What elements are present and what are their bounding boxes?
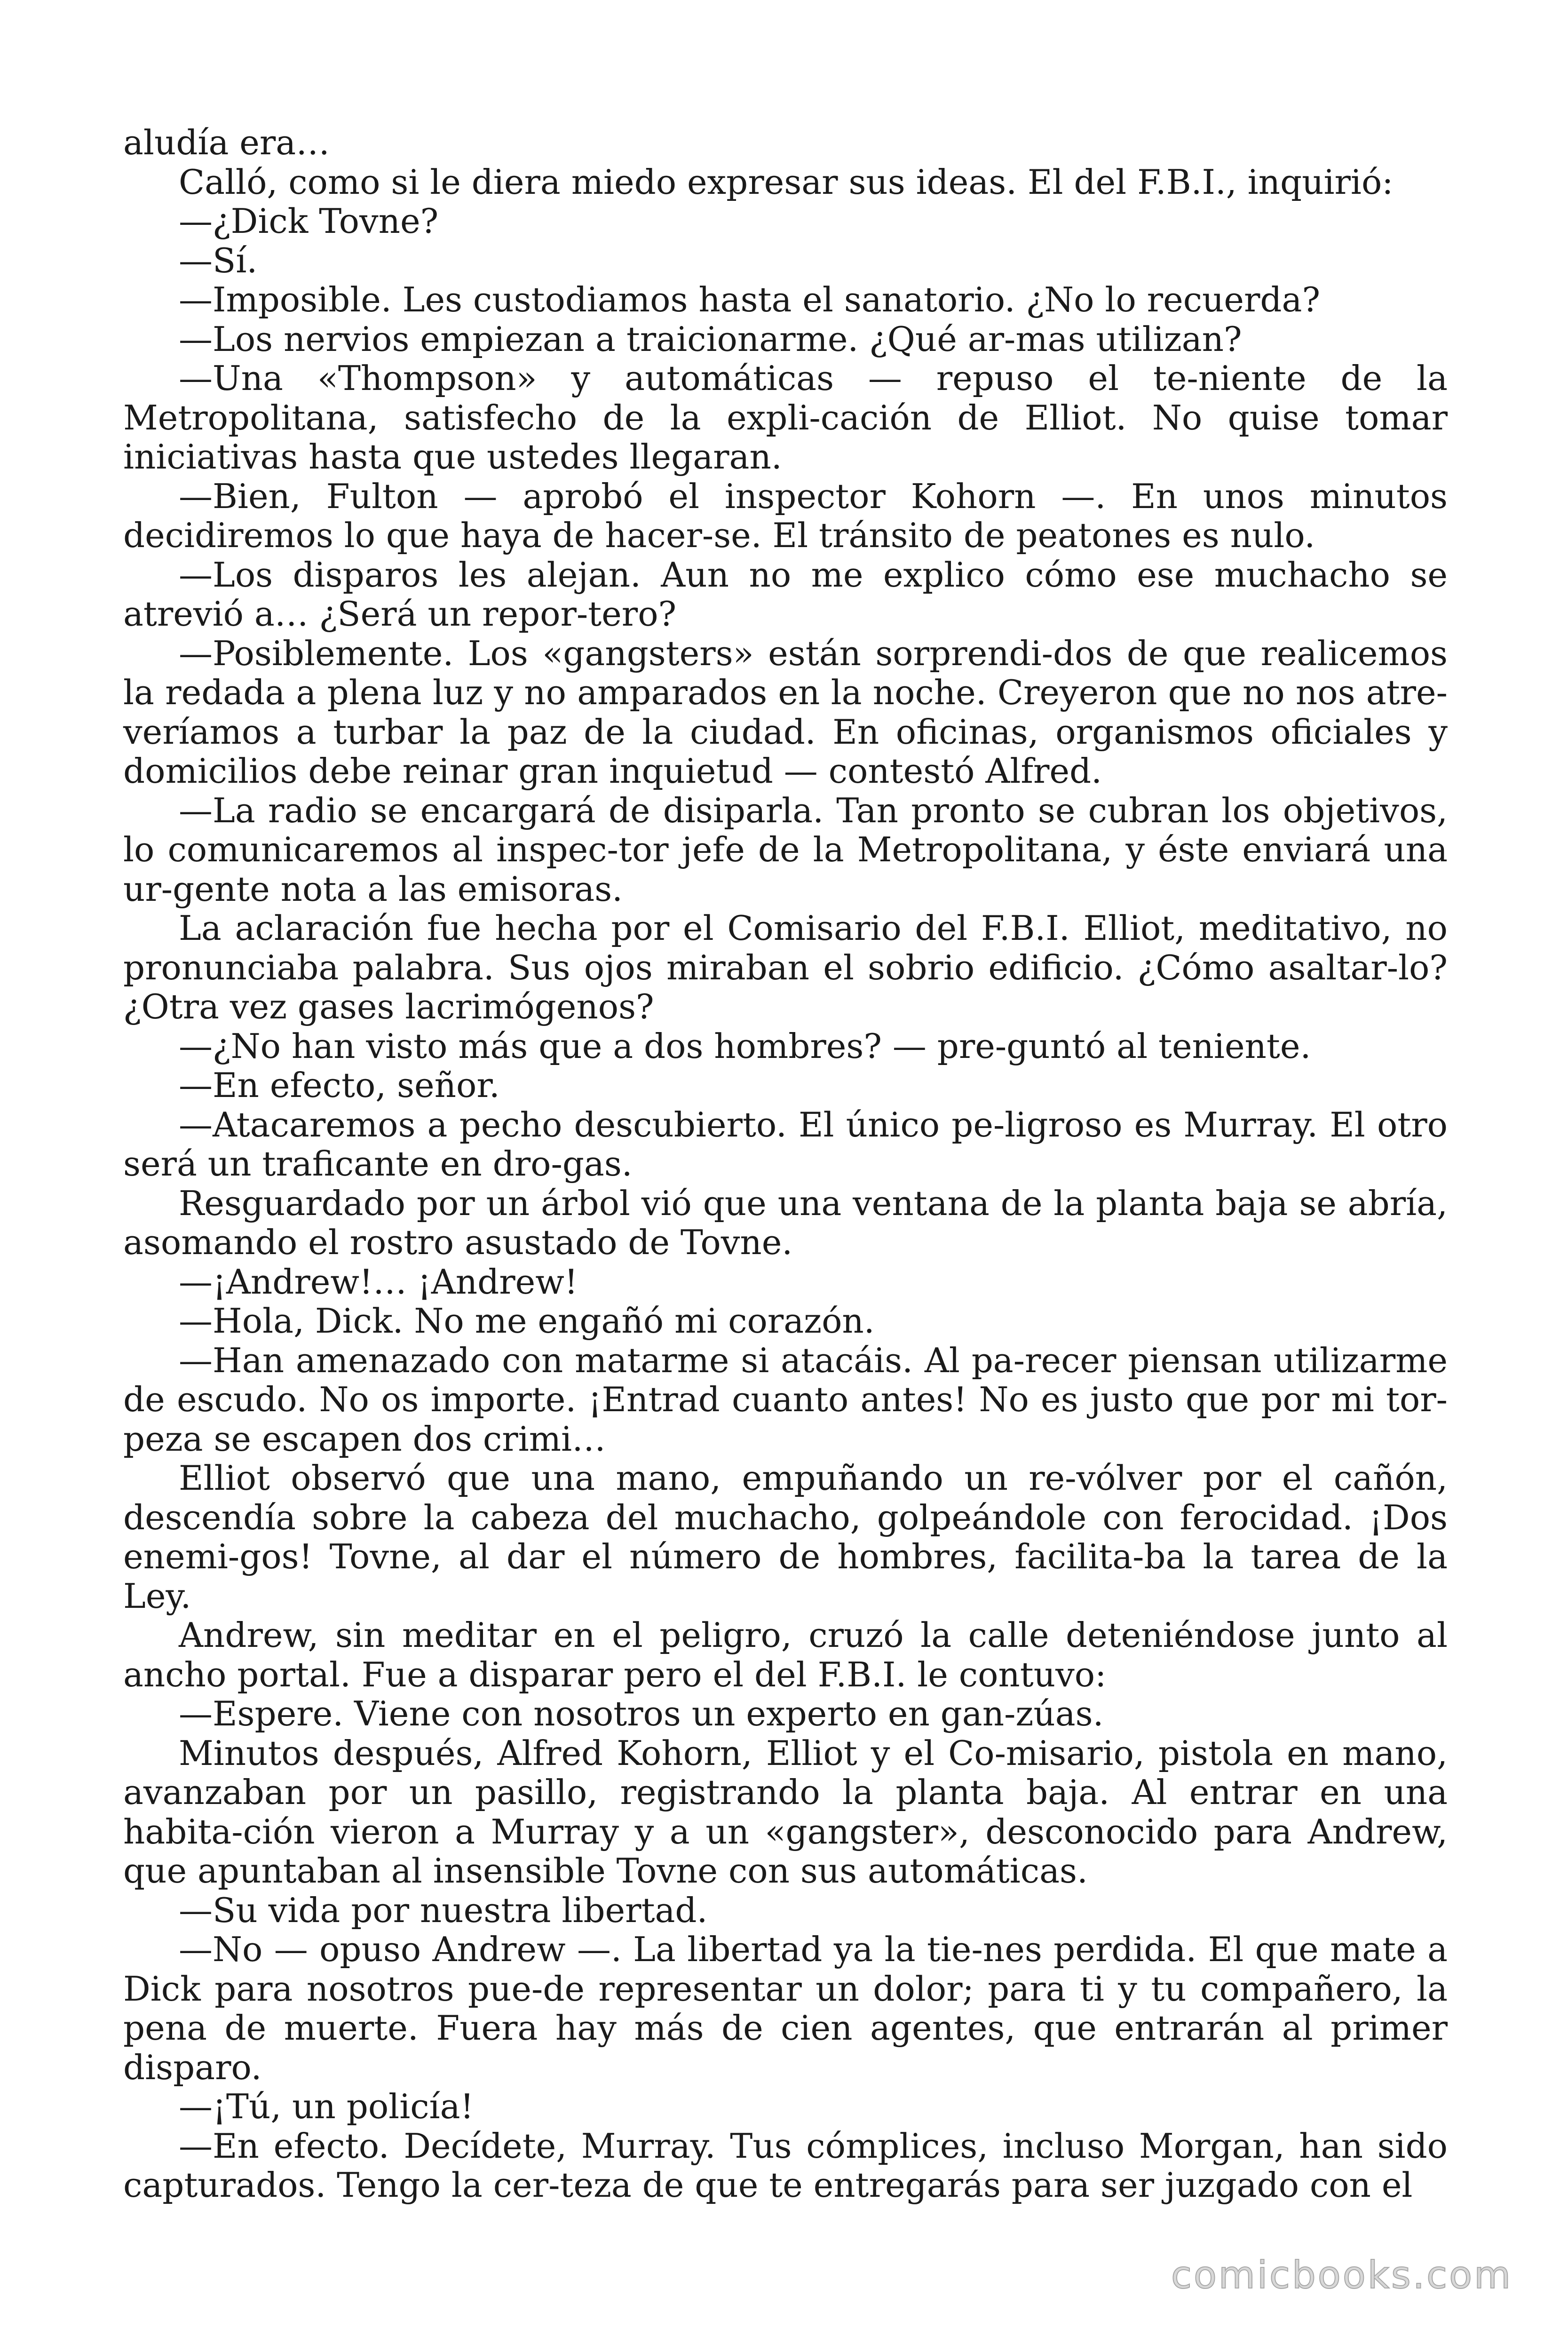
paragraph: —Han amenazado con matarme si atacáis. Al pa-recer piensan utilizarme de escudo. No os importe. ¡Entrad cuanto antes! No es justo que por mi tor-peza se escapen dos crimi… (123, 1340, 1448, 1459)
paragraph: Minutos después, Alfred Kohorn, Elliot y el Co-misario, pistola en mano, avanzaban por un pasillo, registrando la planta baja. Al entrar en una habita-ción vieron a Murray y a un «gangster», desconocido para Andrew, que apuntaban al insensible Tovne con sus automáticas. (123, 1733, 1448, 1891)
paragraph: —¡Andrew!… ¡Andrew! (179, 1262, 578, 1302)
paragraph: —Los nervios empiezan a traicionarme. ¿Qué ar-mas utilizan? (179, 319, 1242, 359)
paragraph: —¡Tú, un policía! (179, 2087, 474, 2126)
paragraph: —En efecto, señor. (179, 1065, 500, 1105)
paragraph: aludía era… (123, 123, 330, 162)
paragraph: —La radio se encargará de disiparla. Tan pronto se cubran los objetivos, lo comunicaremos al inspec-tor jefe de la Metropolitana, y éste enviará una ur-gente nota a las emisoras. (123, 790, 1448, 909)
paragraph: —Espere. Viene con nosotros un experto en gan-zúas. (179, 1694, 1104, 1733)
paragraph: —No — opuso Andrew —. La libertad ya la tie-nes perdida. El que mate a Dick para nosotros pue-de representar un dolor; para ti y tu compañero, la pena de muerte. Fuera hay más de cien agentes, que entrarán al primer disparo. (123, 1930, 1448, 2087)
paragraph: —Atacaremos a pecho descubierto. El único pe-ligroso es Murray. El otro será un traficante en dro-gas. (123, 1104, 1448, 1184)
paragraph: —Sí. (179, 240, 258, 280)
paragraph: —Bien, Fulton — aprobó el inspector Kohorn —. En unos minutos decidiremos lo que haya de hacer-se. El tránsito de peatones es nulo. (123, 476, 1448, 555)
paragraph: —Una «Thompson» y automáticas — repuso el te-niente de la Metropolitana, satisfecho de la expli-cación de Elliot. No quise tomar iniciativas hasta que ustedes llegaran. (123, 358, 1448, 477)
paragraph: Andrew, sin meditar en el peligro, cruzó la calle deteniéndose junto al ancho portal. Fue a disparar pero el del F.B.I. le contuvo: (123, 1615, 1448, 1694)
paragraph: Calló, como si le diera miedo expresar sus ideas. El del F.B.I., inquirió: (179, 162, 1394, 202)
paragraph: —Hola, Dick. No me engañó mi corazón. (179, 1301, 875, 1341)
paragraph: —Imposible. Les custodiamos hasta el sanatorio. ¿No lo recuerda? (179, 280, 1321, 319)
paragraph: Elliot observó que una mano, empuñando un re-vólver por el cañón, descendía sobre la cabeza del muchacho, golpeándole con ferocidad. ¡Dos enemi-gos! Tovne, al dar el número de hombres, facilita-ba la tarea de la Ley. (123, 1458, 1448, 1616)
paragraph: —Los disparos les alejan. Aun no me explico cómo ese muchacho se atrevió a… ¿Será un repor-tero? (123, 555, 1448, 634)
page-text (123, 123, 1448, 2205)
paragraph: —¿No han visto más que a dos hombres? — pre-guntó al teniente. (179, 1026, 1311, 1066)
watermark: comicbooks.com (1171, 2253, 1513, 2297)
paragraph: —¿Dick Tovne? (179, 201, 439, 241)
paragraph: Resguardado por un árbol vió que una ventana de la planta baja se abría, asomando el rostro asustado de Tovne. (123, 1183, 1448, 1262)
paragraph: —Su vida por nuestra libertad. (179, 1890, 708, 1930)
paragraph: —En efecto. Decídete, Murray. Tus cómplices, incluso Morgan, han sido capturados. Tengo la cer-teza de que te entregarás para ser juzgado con el (123, 2126, 1448, 2205)
paragraph: La aclaración fue hecha por el Comisario del F.B.I. Elliot, meditativo, no pronunciaba palabra. Sus ojos miraban el sobrio edificio. ¿Cómo asaltar-lo? ¿Otra vez gases lacrimógenos? (123, 908, 1448, 1026)
paragraph: —Posiblemente. Los «gangsters» están sorprendi-dos de que realicemos la redada a plena luz y no amparados en la noche. Creyeron que no nos atre-veríamos a turbar la paz de la ciudad. En oficinas, organismos oficiales y domicilios debe reinar gran inquietud — contestó Alfred. (123, 633, 1448, 791)
